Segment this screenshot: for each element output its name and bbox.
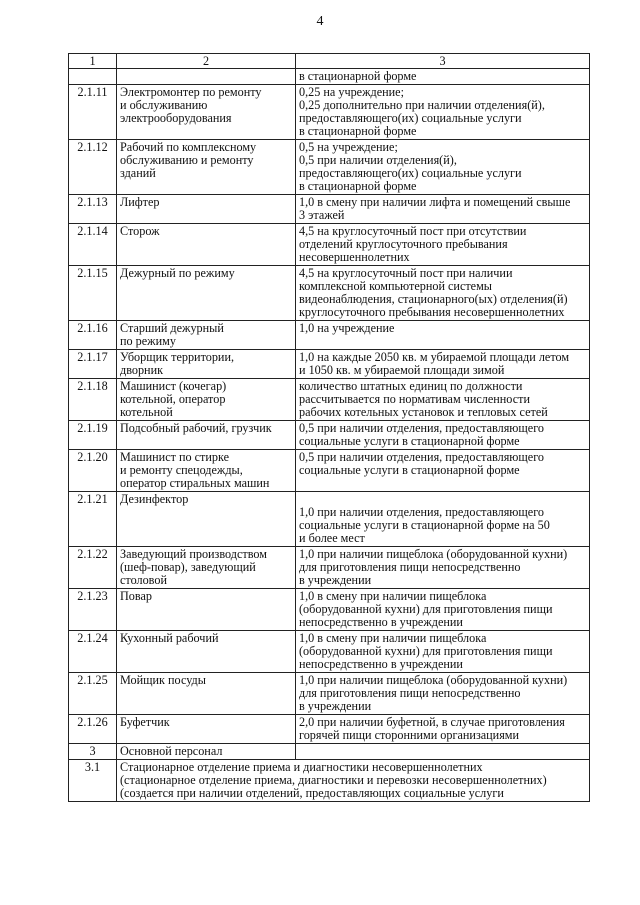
cell-line: 1,0 при наличии пищеблока (оборудованной кухни) (299, 547, 568, 561)
staffing-norm (296, 224, 590, 266)
cell-line: Рабочий по комплексному (120, 140, 257, 154)
section-description (117, 760, 590, 802)
row-number: 3.1 (69, 760, 117, 802)
row-number: 2.1.22 (69, 547, 117, 589)
cell-line: Старший дежурный (120, 321, 224, 335)
position-title (117, 140, 296, 195)
cell-line: 1,0 в смену при наличии пищеблока (299, 631, 487, 645)
staffing-norm (296, 140, 590, 195)
cell-line: Подсобный рабочий, грузчик (120, 421, 272, 435)
cell-line: Мойщик посуды (120, 673, 206, 687)
row-number: 2.1.25 (69, 673, 117, 715)
cell-line: непосредственно в учреждении (299, 657, 463, 671)
cell-line: 1,0 при наличии пищеблока (оборудованной кухни) (299, 673, 568, 687)
cell-line: и более мест (299, 531, 365, 545)
cell-line: 1,0 на каждые 2050 кв. м убираемой площади летом (299, 350, 570, 364)
cell-line: Буфетчик (120, 715, 170, 729)
cell-line: комплексной компьютерной системы (299, 279, 492, 293)
table-row (69, 140, 590, 195)
staffing-norm (296, 492, 590, 547)
row-number: 3 (69, 744, 117, 760)
cell-line: круглосуточного пребывания несовершеннолетних (299, 305, 565, 319)
table-row (69, 492, 590, 547)
cell-line: 1,0 в смену при наличии пищеблока (299, 589, 487, 603)
cell-line: 4,5 на круглосуточный пост при отсутствии (299, 224, 527, 238)
section-row (69, 760, 590, 802)
table-row (69, 547, 590, 589)
cell-line: (оборудованной кухни) для приготовления пищи (299, 644, 553, 658)
cell-line: (стационарное отделение приема, диагностики и перевозки несовершеннолетних) (120, 773, 547, 787)
staffing-norm (296, 85, 590, 140)
cell-line: и обслуживанию (120, 98, 208, 112)
cell-line: 0,5 на учреждение; (299, 140, 398, 154)
header-cell: 2 (117, 54, 296, 69)
table-row (69, 450, 590, 492)
table-row (69, 224, 590, 266)
position-title (117, 589, 296, 631)
cell-line: электрооборудования (120, 111, 232, 125)
cell-line: Машинист по стирке (120, 450, 230, 464)
position-title (117, 547, 296, 589)
staffing-norm (296, 69, 590, 85)
position-title (117, 492, 296, 547)
header-cell: 3 (296, 54, 590, 69)
cell-line: котельной, оператор (120, 392, 226, 406)
cell-line: 0,25 на учреждение; (299, 85, 404, 99)
position-title (117, 321, 296, 350)
cell-line: рабочих котельных установок и тепловых сетей (299, 405, 548, 419)
row-number: 2.1.26 (69, 715, 117, 744)
staffing-norm (296, 547, 590, 589)
cell-line: в учреждении (299, 573, 372, 587)
position-title (117, 450, 296, 492)
cell-line: в учреждении (299, 699, 372, 713)
row-number: 2.1.19 (69, 421, 117, 450)
position-title (117, 350, 296, 379)
cell-line: Машинист (кочегар) (120, 379, 227, 393)
header-cell: 1 (69, 54, 117, 69)
staffing-norm (296, 715, 590, 744)
staffing-norm (296, 673, 590, 715)
row-number (69, 69, 117, 85)
row-number: 2.1.15 (69, 266, 117, 321)
cell-line: в стационарной форме (299, 124, 417, 138)
cell-line: 4,5 на круглосуточный пост при наличии (299, 266, 513, 280)
cell-line: котельной (120, 405, 173, 419)
table-row (69, 631, 590, 673)
row-number: 2.1.13 (69, 195, 117, 224)
cell-line: 0,5 при наличии отделения, предоставляющего (299, 450, 544, 464)
table-row (69, 715, 590, 744)
cell-line: Стационарное отделение приема и диагностики несовершеннолетних (120, 760, 483, 774)
position-title (117, 379, 296, 421)
row-number: 2.1.23 (69, 589, 117, 631)
cell-line: 0,25 дополнительно при наличии отделения(й), (299, 98, 545, 112)
cell-line: горячей пищи сторонними организациями (299, 728, 520, 742)
table-row (69, 673, 590, 715)
table-row (69, 266, 590, 321)
cell-line: столовой (120, 573, 167, 587)
cell-line: 3 этажей (299, 208, 345, 222)
cell-line: Дежурный по режиму (120, 266, 235, 280)
cell-line: и 1050 кв. м убираемой площади зимой (299, 363, 505, 377)
table-row (69, 321, 590, 350)
staffing-norm (296, 631, 590, 673)
cell-line: оператор стиральных машин (120, 476, 270, 490)
cell-line: Сторож (120, 224, 160, 238)
row-number: 2.1.16 (69, 321, 117, 350)
row-number: 2.1.20 (69, 450, 117, 492)
cell-line: Кухонный рабочий (120, 631, 219, 645)
row-number: 2.1.17 (69, 350, 117, 379)
page-number: 4 (316, 14, 324, 29)
cell-line: для приготовления пищи непосредственно (299, 686, 521, 700)
cell-line: и ремонту спецодежды, (120, 463, 243, 477)
cell-line: в стационарной форме (299, 179, 417, 193)
cell-line: 2,0 при наличии буфетной, в случае приготовления (299, 715, 565, 729)
cell-line: (оборудованной кухни) для приготовления пищи (299, 602, 553, 616)
table-row (69, 195, 590, 224)
cell-line: дворник (120, 363, 164, 377)
cell-line: Основной персонал (120, 744, 223, 758)
position-title (117, 85, 296, 140)
position-title (117, 195, 296, 224)
row-number: 2.1.21 (69, 492, 117, 547)
position-title (117, 69, 296, 85)
cell-line: по режиму (120, 334, 176, 348)
cell-line: предоставляющего(их) социальные услуги (299, 111, 522, 125)
table-row (69, 379, 590, 421)
cell-line: непосредственно в учреждении (299, 615, 463, 629)
staffing-norm (296, 321, 590, 350)
cell-line: несовершеннолетних (299, 250, 410, 264)
cell-line: Уборщик территории, (120, 350, 235, 364)
cell-line: видеонаблюдения, стационарного(ых) отделения(й) (299, 292, 568, 306)
cell-line: Заведующий производством (120, 547, 267, 561)
cell-line: (создается при наличии отделений, предоставляющих социальные услуги (120, 786, 504, 800)
cell-line: социальные услуги в стационарной форме (299, 463, 520, 477)
row-number: 2.1.18 (69, 379, 117, 421)
cell-line (299, 745, 586, 758)
staffing-norm (296, 379, 590, 421)
staffing-norm (296, 350, 590, 379)
cell-line: Лифтер (120, 195, 160, 209)
row-number: 2.1.24 (69, 631, 117, 673)
staffing-norm (296, 450, 590, 492)
cell-line: в стационарной форме (299, 69, 417, 83)
position-title (117, 421, 296, 450)
position-title (117, 266, 296, 321)
table-row (69, 85, 590, 140)
cell-line: Дезинфектор (120, 492, 189, 506)
cell-line: количество штатных единиц по должности (299, 379, 523, 393)
cell-line: Электромонтер по ремонту (120, 85, 262, 99)
cell-line: отделений круглосуточного пребывания (299, 237, 508, 251)
staffing-norm (296, 266, 590, 321)
cell-line: (шеф-повар), заведующий (120, 560, 256, 574)
cell-line: социальные услуги в стационарной форме (299, 434, 520, 448)
position-title (117, 715, 296, 744)
staffing-norm (296, 421, 590, 450)
table-header-row (69, 54, 590, 69)
cell-line: 1,0 при наличии отделения, предоставляющего (299, 505, 544, 519)
table-row (69, 421, 590, 450)
position-title (117, 224, 296, 266)
cell-line: 0,5 при наличии отделения, предоставляющего (299, 421, 544, 435)
table-row (69, 744, 590, 760)
cell-line: обслуживанию и ремонту (120, 153, 254, 167)
staffing-norm (296, 589, 590, 631)
table-row (69, 589, 590, 631)
cell-line: 1,0 на учреждение (299, 321, 395, 335)
cell-line: рассчитывается по нормативам численности (299, 392, 530, 406)
table-row (69, 350, 590, 379)
cell-line: социальные услуги в стационарной форме на 50 (299, 518, 550, 532)
staffing-norm (296, 195, 590, 224)
position-title (117, 673, 296, 715)
table-row (69, 69, 590, 85)
row-number: 2.1.11 (69, 85, 117, 140)
cell-line: зданий (120, 166, 156, 180)
position-title (117, 631, 296, 673)
cell-line: предоставляющего(их) социальные услуги (299, 166, 522, 180)
cell-line: 0,5 при наличии отделения(й), (299, 153, 457, 167)
staffing-norm (296, 744, 590, 760)
position-title (117, 744, 296, 760)
cell-line: 1,0 в смену при наличии лифта и помещений свыше (299, 195, 571, 209)
staffing-table (68, 53, 590, 802)
cell-line: Повар (120, 589, 152, 603)
cell-line: для приготовления пищи непосредственно (299, 560, 521, 574)
row-number: 2.1.14 (69, 224, 117, 266)
row-number: 2.1.12 (69, 140, 117, 195)
